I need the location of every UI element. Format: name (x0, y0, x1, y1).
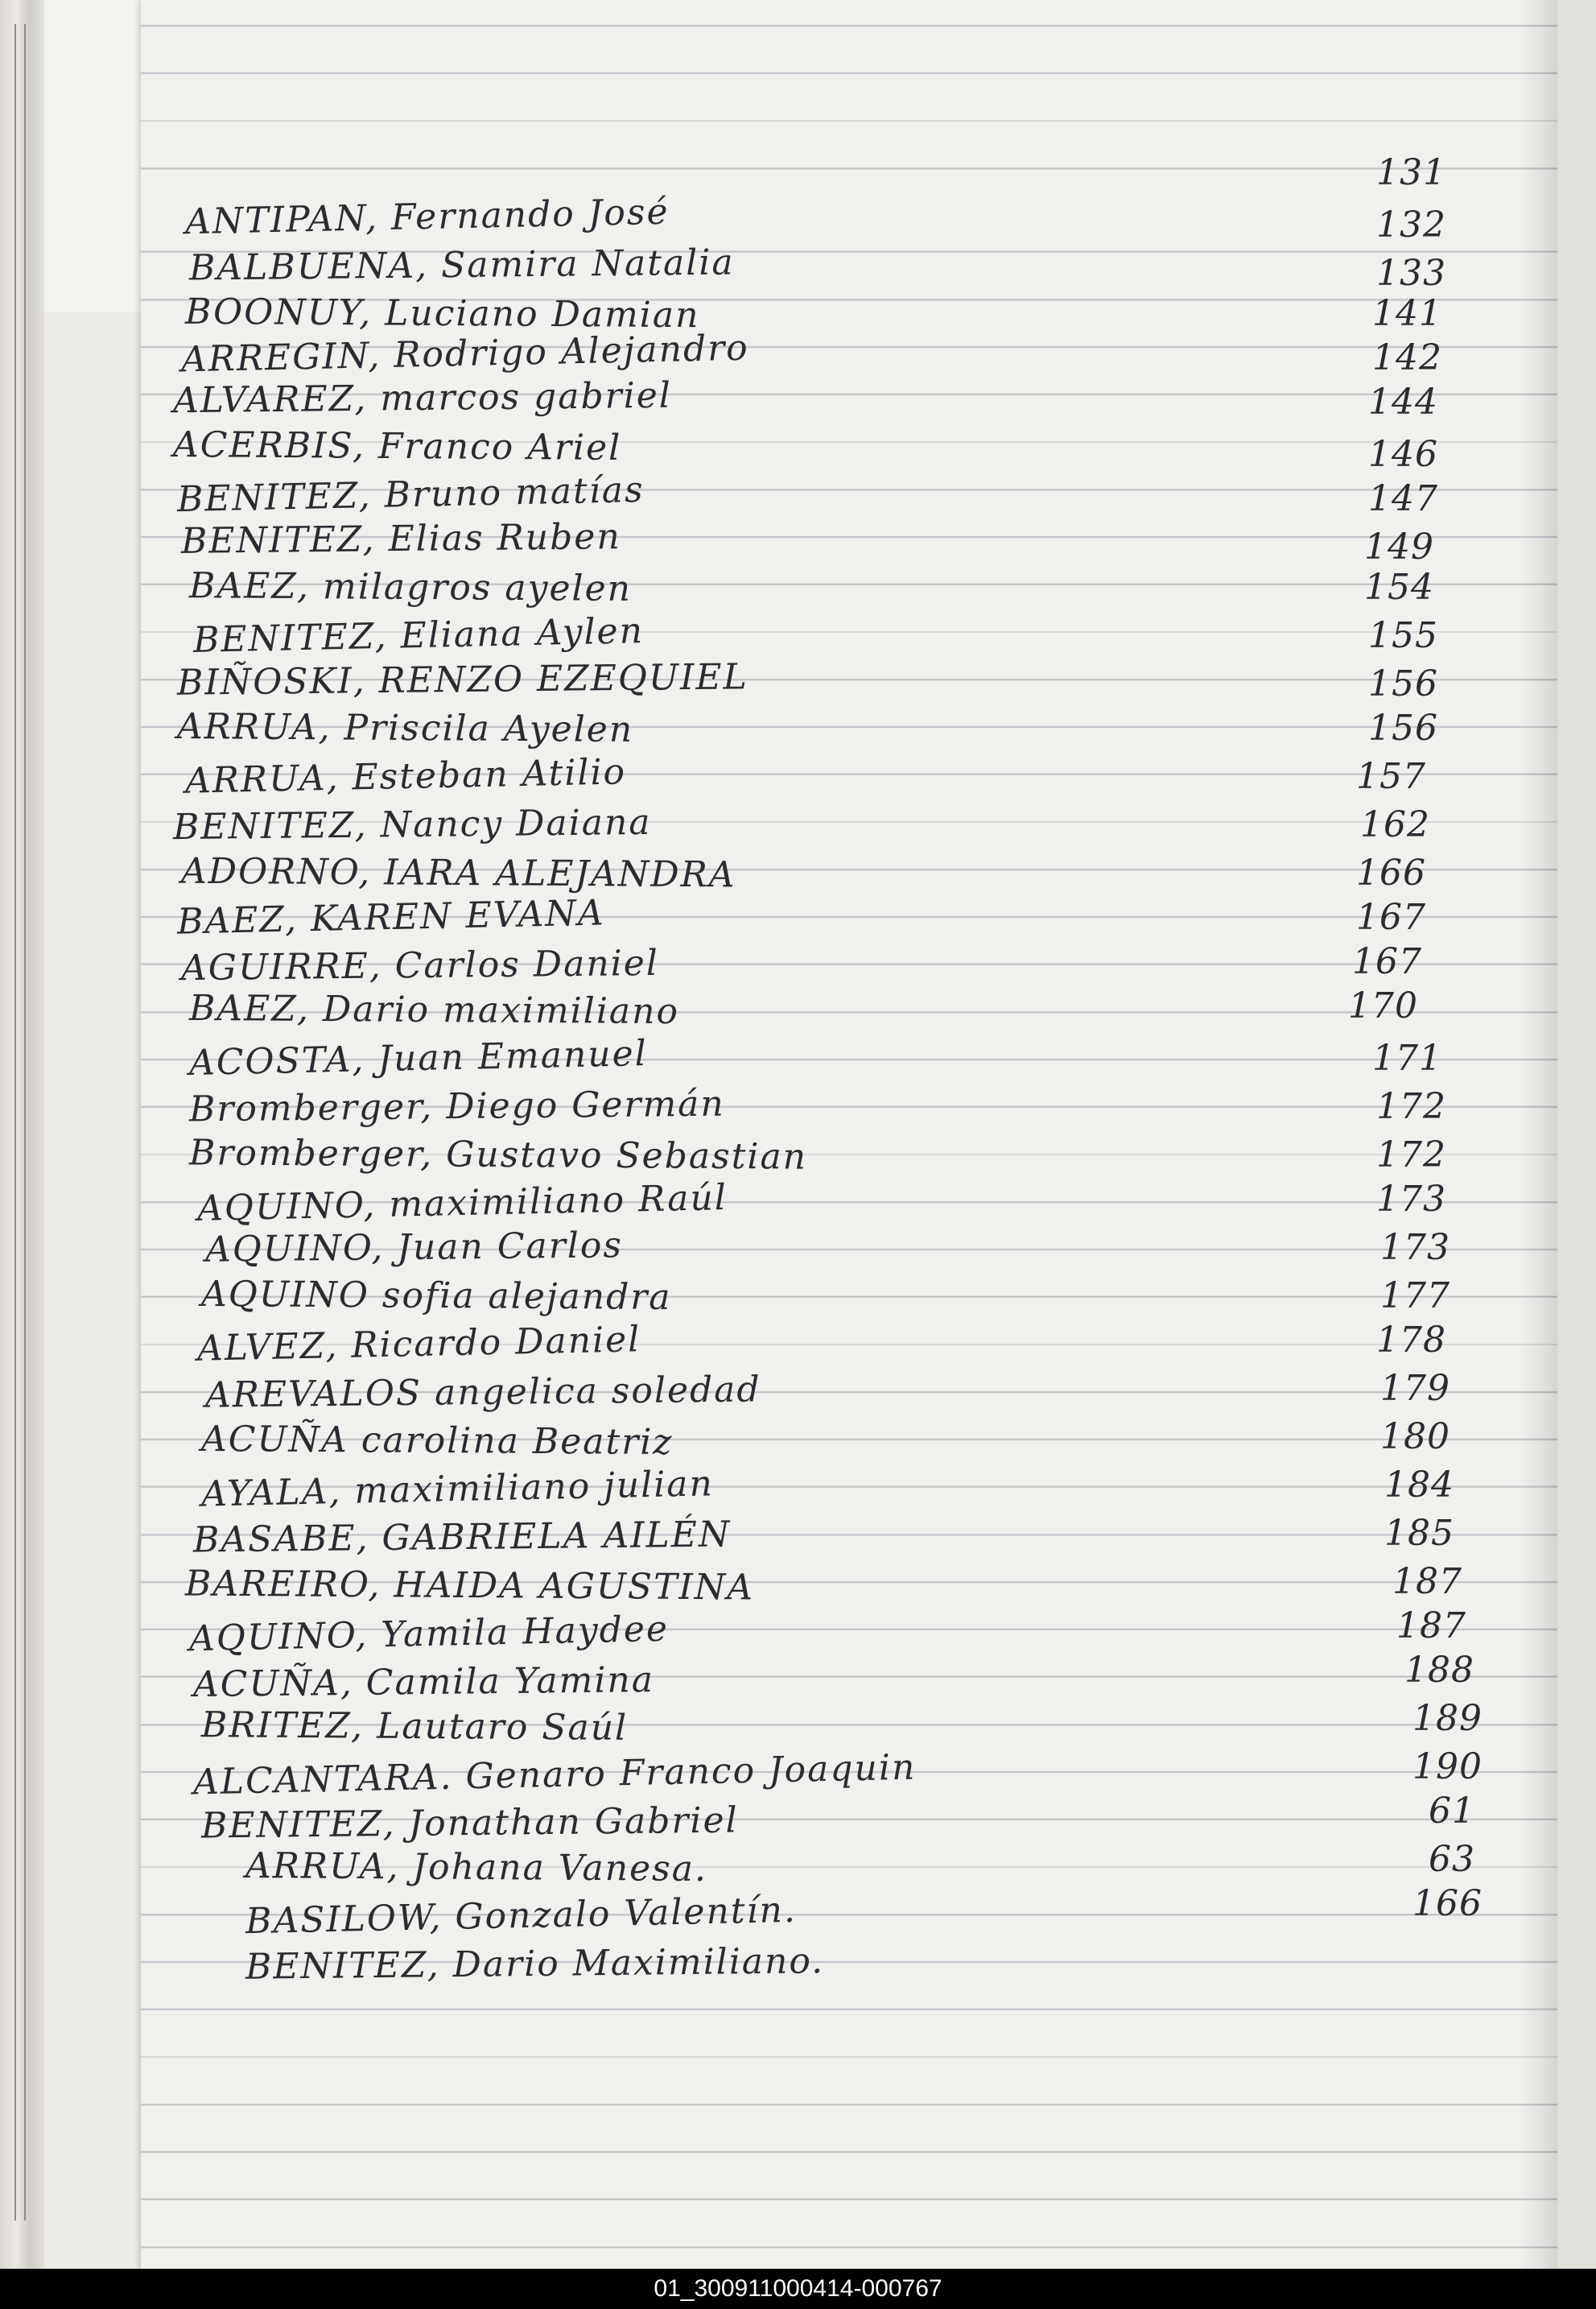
entry-name: ADORNO, IARA ALEJANDRA (180, 850, 736, 896)
entry-number: 172 (1376, 1086, 1446, 1127)
entry-number: 154 (1364, 567, 1434, 608)
entry-number: 190 (1412, 1746, 1483, 1787)
entry-name: BRITEZ, Lautaro Saúl (200, 1704, 629, 1749)
entry-name: BENITEZ, Bruno matías (176, 469, 645, 521)
entry-name: BENITEZ, Nancy Daiana (172, 801, 652, 849)
entry-name: BALBUENA, Samira Natalia (188, 242, 735, 289)
entry-name: ARREGIN, Rodrigo Alejandro (180, 327, 750, 381)
entry-number: 132 (1376, 204, 1446, 246)
entry-number: 187 (1396, 1605, 1466, 1646)
entry-number: 171 (1372, 1038, 1442, 1079)
spine-line (14, 24, 16, 2220)
entry-name: BENITEZ, Elias Ruben (180, 516, 621, 562)
entry-name: ARRUA, Priscila Ayelen (176, 706, 634, 750)
entry-number: 61 (1429, 1791, 1475, 1832)
entry-number: 162 (1360, 804, 1430, 845)
entry-name: ALVEZ, Ricardo Daniel (196, 1319, 641, 1369)
entry-number: 166 (1356, 853, 1426, 894)
entry-name: ACUÑA, Camila Yamina (192, 1659, 655, 1705)
entry-name: AQUINO, Yamila Haydee (188, 1608, 670, 1660)
entry-number: 155 (1368, 615, 1438, 656)
entry-number: 173 (1380, 1227, 1450, 1268)
entry-number: 179 (1380, 1368, 1450, 1409)
entry-name: BIÑOSKI, RENZO EZEQUIEL (176, 656, 749, 704)
entry-name: ACUÑA carolina Beatriz (200, 1418, 674, 1464)
entry-name: BAEZ, milagros ayelen (188, 565, 633, 609)
entry-name: ARRUA, Johana Vanesa. (245, 1844, 708, 1890)
entry-name: ANTIPAN, Fernando José (184, 191, 670, 243)
entry-number: 146 (1368, 434, 1438, 475)
entry-number: 166 (1412, 1883, 1483, 1924)
entry-number: 173 (1376, 1179, 1446, 1220)
entry-number: 157 (1356, 756, 1426, 797)
entry-name: AYALA, maximiliano julian (200, 1463, 715, 1515)
entry-name: BAEZ, KAREN EVANA (176, 892, 606, 943)
entry-number: 144 (1368, 382, 1438, 423)
entry-number: 156 (1368, 708, 1438, 749)
entry-number: 170 (1348, 985, 1418, 1026)
footer-bar (0, 2269, 1596, 2309)
entry-name: Bromberger, Diego Germán (188, 1083, 725, 1130)
entry-name: BOONUY, Luciano Damian (184, 291, 700, 337)
entry-number: 188 (1404, 1650, 1474, 1691)
entry-number: 63 (1429, 1839, 1475, 1880)
book-spine-edge (0, 0, 48, 2269)
entry-number: 149 (1364, 527, 1434, 568)
entry-name: AGUIRRE, Carlos Daniel (180, 942, 660, 989)
entry-name: AQUINO, Juan Carlos (204, 1225, 624, 1270)
entry-name: ARRUA, Esteban Atilio (184, 751, 627, 802)
entry-name: BENITEZ, Eliana Aylen (192, 610, 645, 661)
entry-number: 187 (1392, 1561, 1462, 1602)
page-shadow (1519, 0, 1557, 2269)
entry-number: 185 (1384, 1513, 1454, 1554)
entry-number: 178 (1376, 1320, 1446, 1361)
entry-name: ACOSTA, Juan Emanuel (188, 1033, 649, 1084)
entry-name: BENITEZ, Jonathan Gabriel (200, 1799, 739, 1847)
entry-number: 156 (1368, 663, 1438, 704)
entry-name: BENITEZ, Dario Maximiliano. (245, 1940, 825, 1988)
entry-name: AQUINO, maximiliano Raúl (196, 1177, 728, 1229)
entry-name: AREVALOS angelica soledad (204, 1369, 761, 1416)
entry-name: BASABE, GABRIELA AILÉN (192, 1514, 732, 1561)
entry-number: 172 (1376, 1134, 1446, 1175)
entry-name: Bromberger, Gustavo Sebastian (188, 1132, 808, 1178)
inserted-sheet-edge (44, 314, 149, 2269)
entry-number: 184 (1384, 1464, 1454, 1506)
entry-number: 167 (1356, 897, 1426, 938)
entry-name: ALCANTARA. Genaro Franco Joaquin (192, 1746, 917, 1803)
document-id: 01_300911000414-000767 (654, 2275, 942, 2302)
notebook-page (141, 0, 1557, 2269)
entry-number: 167 (1352, 941, 1422, 982)
entry-name: BAREIRO, HAIDA AGUSTINA (184, 1563, 755, 1609)
spine-line (24, 24, 26, 2220)
entry-name: BASILOW, Gonzalo Valentín. (245, 1889, 798, 1943)
entry-number: 133 (1376, 253, 1446, 294)
entry-number: 180 (1380, 1416, 1450, 1457)
entry-number: 141 (1372, 293, 1442, 334)
entry-number: 147 (1368, 478, 1438, 519)
entry-name: BAEZ, Dario maximiliano (188, 987, 680, 1033)
entry-name: ALVAREZ, marcos gabriel (172, 374, 673, 422)
entry-number: 131 (1376, 152, 1446, 193)
entry-number: 142 (1372, 337, 1442, 378)
entry-number: 189 (1412, 1698, 1483, 1739)
entry-name: AQUINO sofia alejandra (200, 1273, 672, 1319)
entry-number: 177 (1380, 1275, 1450, 1316)
entry-name: ACERBIS, Franco Ariel (172, 424, 622, 469)
previous-page-edge (44, 0, 141, 314)
